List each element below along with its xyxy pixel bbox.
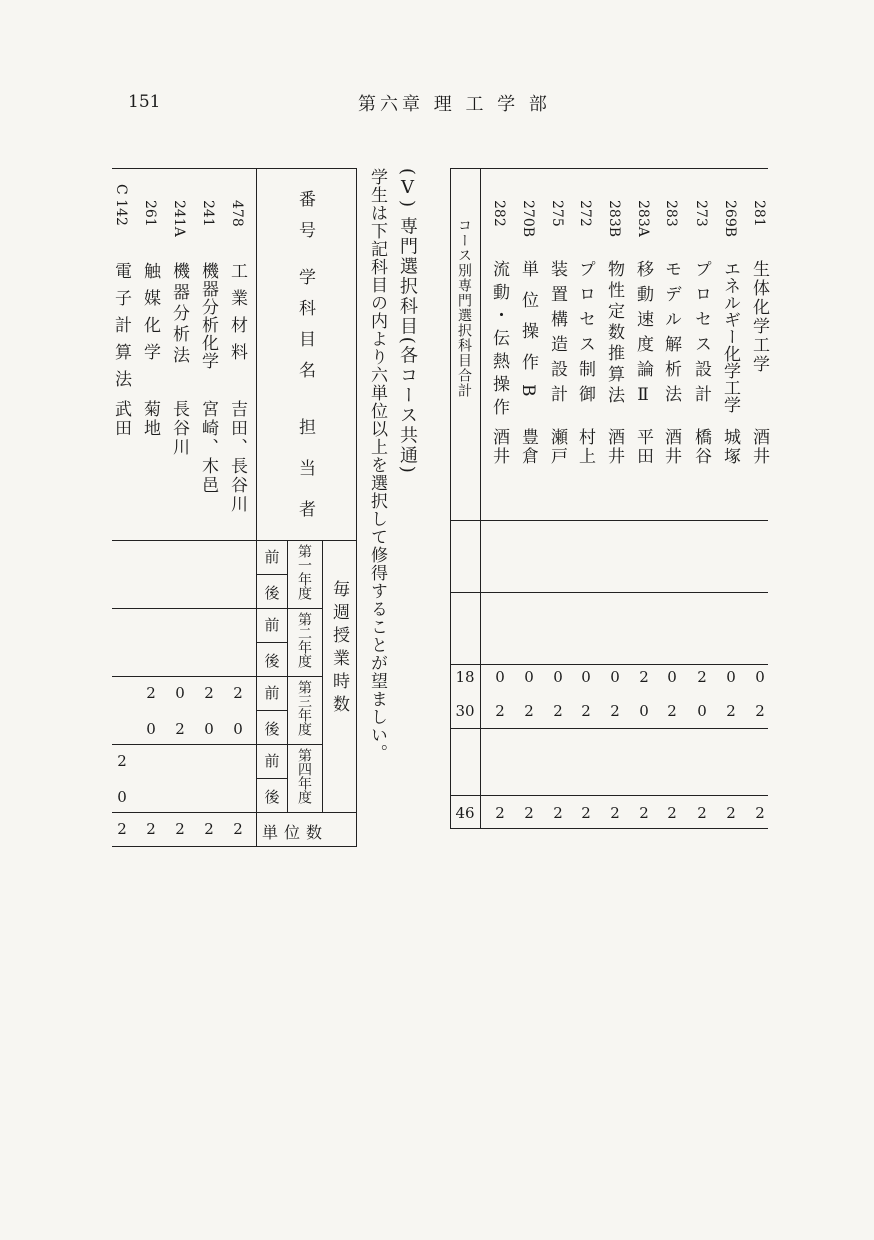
hours-y3-back: 2 — [553, 702, 563, 720]
course-code: 478 — [229, 200, 245, 227]
header-year1: 第一年度 — [296, 544, 312, 600]
hours-y3-front: 0 — [581, 668, 591, 686]
table-b-fb-sep — [256, 778, 288, 779]
table-b-hline — [112, 608, 322, 609]
header-code: 番号 — [295, 190, 315, 252]
course-code: 281 — [751, 200, 767, 227]
course-name: 移動速度論Ⅱ — [633, 260, 653, 413]
course-name: 装置構造設計 — [547, 260, 567, 410]
header-course-name: 学科目名 — [295, 268, 315, 392]
hours-y3-back: 0 — [639, 702, 649, 720]
page-number: 151 — [128, 92, 161, 112]
hours-y3-front: 0 — [726, 668, 736, 686]
units: 2 — [639, 804, 649, 822]
units: 2 — [233, 820, 243, 838]
table-a-hline — [450, 728, 768, 729]
section-note: 学生は下記科目の内より六単位以上を選択して修得することが望ましい。 — [367, 168, 387, 762]
table-b-fb-sep — [256, 642, 288, 643]
course-instructor: 村上 — [575, 428, 595, 466]
units: 2 — [146, 820, 156, 838]
hours-y3-back: 0 — [204, 720, 214, 738]
hours-y3-back: 2 — [610, 702, 620, 720]
course-name: 機器分析化学 — [198, 262, 218, 370]
hours-y3-back: 2 — [667, 702, 677, 720]
header-units: 単位数 — [262, 823, 329, 842]
hours-y3-front: 2 — [639, 668, 649, 686]
table-b-hline — [112, 540, 357, 541]
table-b-bottom-border — [112, 846, 357, 847]
hours-y3-front: 0 — [667, 668, 677, 686]
hours-y3-back: 2 — [175, 720, 185, 738]
course-code: 273 — [693, 200, 709, 227]
table-b-weekly-divider — [322, 540, 323, 812]
header-y1-back: 後 — [264, 584, 280, 602]
course-code: 275 — [549, 200, 565, 227]
course-name: 流動・伝熱操作 — [489, 260, 509, 421]
header-instructor: 担当者 — [295, 418, 315, 541]
header-y3-back: 後 — [264, 720, 280, 738]
table-a-total-units: 46 — [455, 804, 475, 822]
header-year3: 第三年度 — [296, 680, 312, 736]
table-a-top-border — [450, 168, 768, 169]
table-a-total-divider — [480, 168, 481, 829]
table-a-hline — [450, 795, 768, 796]
table-b-hline — [112, 676, 322, 677]
course-name: 電子計算法 — [111, 262, 131, 397]
course-name: エネルギー化学工学 — [720, 260, 740, 413]
header-y2-back: 後 — [264, 652, 280, 670]
course-instructor: 瀬戸 — [547, 428, 567, 466]
units: 2 — [610, 804, 620, 822]
units: 2 — [726, 804, 736, 822]
chapter-title: 第六章 理 工 学 部 — [358, 94, 551, 115]
course-code: 283 — [663, 200, 679, 227]
hours-y4-back: 0 — [117, 788, 127, 806]
course-instructor: 武田 — [111, 400, 131, 438]
table-a-left-border — [450, 168, 451, 829]
course-instructor: 酒井 — [661, 428, 681, 466]
units: 2 — [117, 820, 127, 838]
hours-y3-front: 0 — [524, 668, 534, 686]
table-b-fb-sep — [256, 710, 288, 711]
table-a-total-y3f: 18 — [455, 668, 475, 686]
table-a-hline — [450, 520, 768, 521]
header-year4: 第四年度 — [296, 748, 312, 804]
course-name: 生体化学工学 — [749, 260, 769, 374]
units: 2 — [581, 804, 591, 822]
course-name: 単位操作B — [518, 260, 538, 411]
units: 2 — [524, 804, 534, 822]
hours-y3-front: 2 — [233, 684, 243, 702]
course-code: 282 — [491, 200, 507, 227]
course-instructor: 酒井 — [489, 428, 509, 466]
table-a-hline — [450, 592, 768, 593]
hours-y3-back: 2 — [524, 702, 534, 720]
course-instructor: 城塚 — [720, 428, 740, 466]
course-name: 触媒化学 — [140, 262, 160, 370]
units: 2 — [755, 804, 765, 822]
course-code: 269B — [722, 200, 738, 238]
table-a-bottom-border — [450, 828, 768, 829]
units: 2 — [697, 804, 707, 822]
course-instructor: 平田 — [633, 428, 653, 466]
header-y1-front: 前 — [264, 548, 280, 566]
table-b-right-border — [356, 168, 357, 847]
section-heading: (Ⅴ) 専門選択科目(各コース共通) — [397, 168, 418, 475]
header-weekly-hours: 毎週授業時数 — [329, 580, 349, 718]
units: 2 — [495, 804, 505, 822]
header-y4-back: 後 — [264, 788, 280, 806]
course-instructor: 酒井 — [604, 428, 624, 466]
units: 2 — [175, 820, 185, 838]
table-b-hline — [112, 812, 357, 813]
hours-y3-back: 0 — [233, 720, 243, 738]
header-year2: 第二年度 — [296, 612, 312, 668]
hours-y3-back: 0 — [697, 702, 707, 720]
table-b-hline — [112, 744, 322, 745]
course-instructor: 酒井 — [749, 428, 769, 466]
header-y3-front: 前 — [264, 684, 280, 702]
units: 2 — [204, 820, 214, 838]
header-y4-front: 前 — [264, 752, 280, 770]
course-name: 物性定数推算法 — [604, 260, 624, 407]
course-name: 機器分析法 — [169, 262, 189, 367]
hours-y3-front: 0 — [495, 668, 505, 686]
hours-y3-front: 0 — [755, 668, 765, 686]
hours-y3-front: 0 — [553, 668, 563, 686]
course-code: 261 — [142, 200, 158, 227]
hours-y3-front: 0 — [175, 684, 185, 702]
course-name: プロセス制御 — [575, 260, 595, 410]
course-code: 241A — [171, 200, 187, 237]
table-b-header-divider — [256, 168, 257, 847]
table-a-total-label: コース別専門選択科目合計 — [456, 218, 472, 398]
units: 2 — [553, 804, 563, 822]
course-code: C 142 — [113, 184, 129, 226]
table-b-top-border — [112, 168, 357, 169]
hours-y3-front: 2 — [204, 684, 214, 702]
table-a-hline — [450, 664, 768, 665]
course-code: 283B — [606, 200, 622, 238]
units: 2 — [667, 804, 677, 822]
course-instructor: 橋谷 — [691, 428, 711, 466]
hours-y3-front: 2 — [146, 684, 156, 702]
hours-y4-front: 2 — [117, 752, 127, 770]
course-instructor: 豊倉 — [518, 428, 538, 466]
hours-y3-front: 2 — [697, 668, 707, 686]
hours-y3-back: 0 — [146, 720, 156, 738]
hours-y3-back: 2 — [581, 702, 591, 720]
course-name: モデル解析法 — [661, 260, 681, 410]
hours-y3-back: 2 — [755, 702, 765, 720]
hours-y3-front: 0 — [610, 668, 620, 686]
course-code: 270B — [520, 200, 536, 238]
course-code: 283A — [635, 200, 651, 237]
course-name: 工業材料 — [227, 262, 247, 370]
hours-y3-back: 2 — [726, 702, 736, 720]
course-instructor: 長谷川 — [169, 400, 189, 457]
course-instructor: 菊地 — [140, 400, 160, 438]
course-instructor: 吉田、長谷川 — [227, 400, 247, 514]
course-name: プロセス設計 — [691, 260, 711, 410]
course-code: 272 — [577, 200, 593, 227]
course-instructor: 宮崎、木邑 — [198, 400, 218, 495]
table-b-fb-sep — [256, 574, 288, 575]
course-code: 241 — [200, 200, 216, 227]
header-y2-front: 前 — [264, 616, 280, 634]
table-a-total-y3b: 30 — [455, 702, 475, 720]
hours-y3-back: 2 — [495, 702, 505, 720]
